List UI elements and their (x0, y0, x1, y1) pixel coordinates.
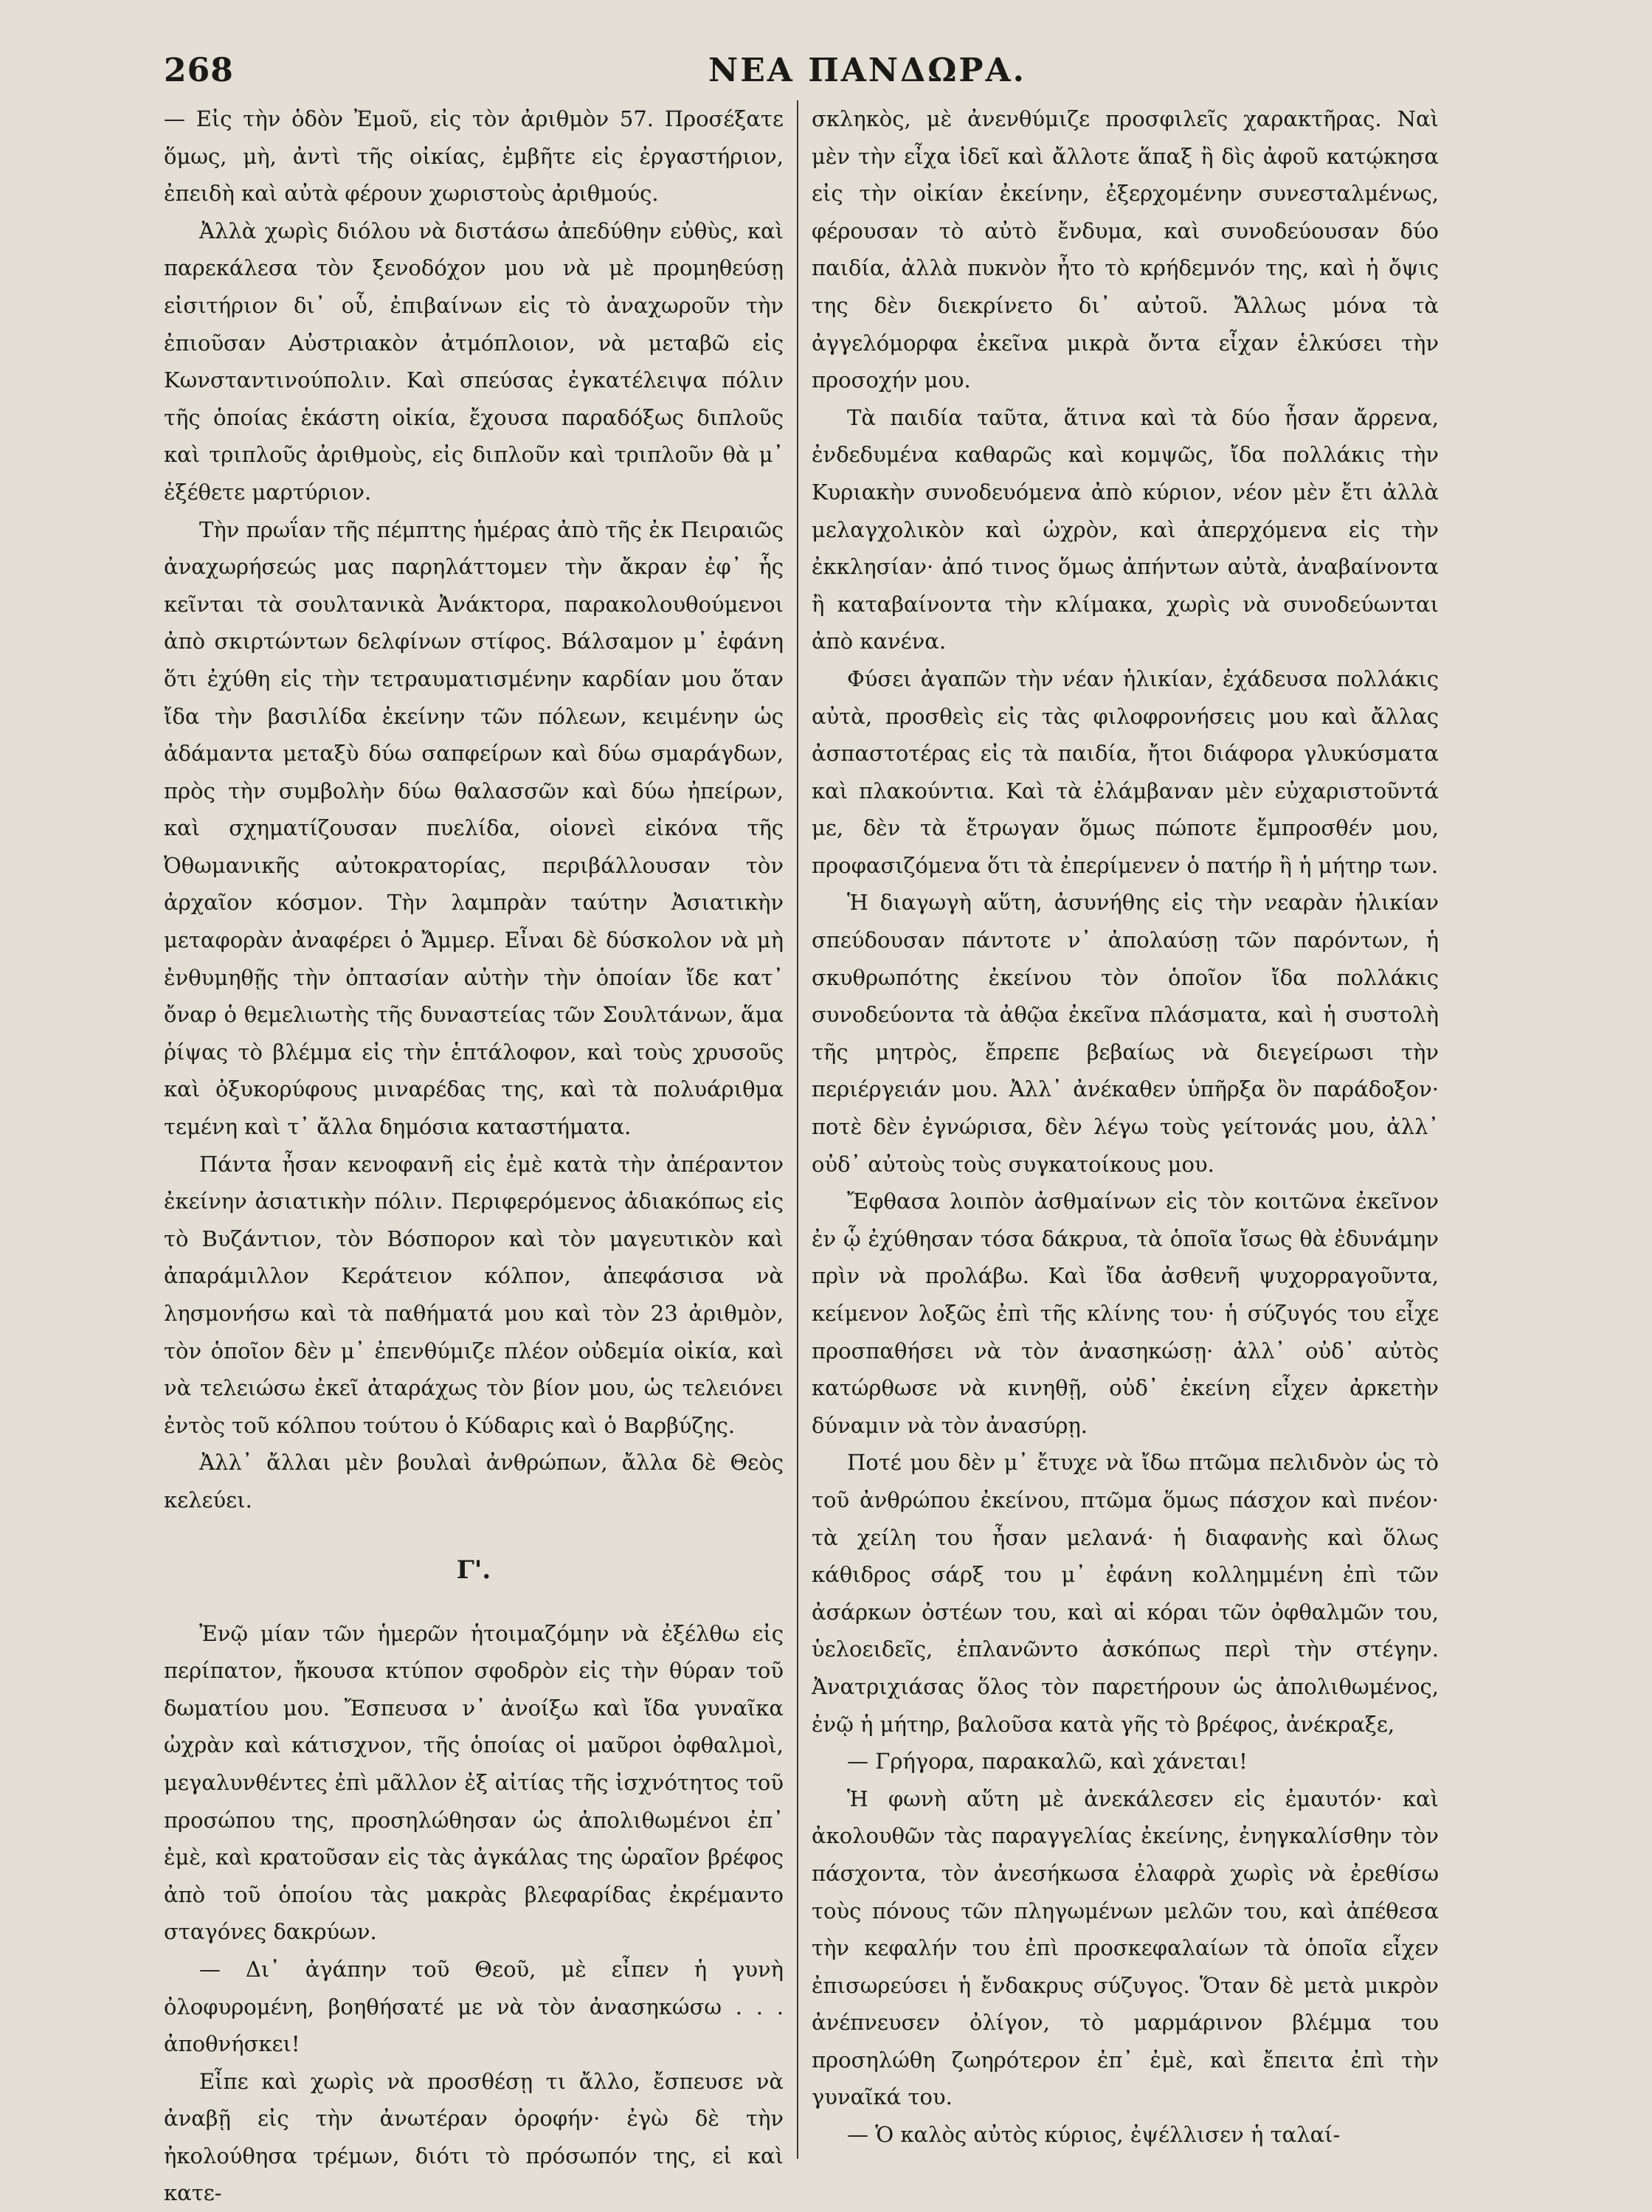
paragraph: Ἔφθασα λοιπὸν ἀσθμαίνων εἰς τὸν κοιτῶνα ἐκεῖνον ἐν ᾧ ἐχύθησαν τόσα δάκρυα, τὰ ὁποῖα ἴσως θὰ ἐδυνάμην πρὶν νὰ προλάβω. Καὶ ἴδα ἀσθενῆ ψυχορραγοῦντα, κείμενον λοξῶς ἐπὶ τῆς κλίνης του· ἡ σύζυγός του εἶχε προσπαθήσει νὰ τὸν ἀνασηκώσῃ· ἀλλ᾽ οὐδ᾽ αὐτὸς κατώρθωσε νὰ κινηθῇ, οὐδ᾽ ἐκείνη εἶχεν ἀρκετὴν δύναμιν νὰ τὸν ἀνασύρῃ. (812, 1189, 1439, 1438)
paragraph: Ἡ διαγωγὴ αὕτη, ἀσυνήθης εἰς τὴν νεαρὰν ἡλικίαν σπεύδουσαν πάντοτε ν᾽ ἀπολαύσῃ τῶν παρόντων, ἡ σκυθρωπότης ἐκείνου τὸν ὁποῖον ἴδα πολλάκις συνοδεύοντα τὰ ἀθῷα ἐκεῖνα πλάσματα, καὶ ἡ συστολὴ τῆς μητρὸς, ἔπρεπε βεβαίως νὰ διεγείρωσι τὴν περιέργειάν μου. Ἀλλ᾽ ἀνέκαθεν ὑπῆρξα ὂν παράδοξον· ποτὲ δὲν ἐγνώρισα, δὲν λέγω τοὺς γείτονάς μου, ἀλλ᾽ οὐδ᾽ αὐτοὺς τοὺς συγκατοίκους μου. (812, 890, 1439, 1177)
paragraph: Ἡ φωνὴ αὕτη μὲ ἀνεκάλεσεν εἰς ἐμαυτόν· καὶ ἀκολουθῶν τὰς παραγγελίας ἐκείνης, ἐνηγκαλίσθην τὸν πάσχοντα, τὸν ἀνεσήκωσα ἐλαφρὰ χωρὶς νὰ ἐρεθίσω τοὺς πόνους τῶν πληγωμένων μελῶν του, καὶ ἀπέθεσα τὴν κεφαλήν του ἐπὶ προσκεφαλαίων τὰ ὁποῖα εἶχεν ἐπισωρεύσει ἡ ἔνδακρυς σύζυγος. Ὅταν δὲ μετὰ μικρὸν ἀνέπνευσεν ὀλίγον, τὸ μαρμάρινον βλέμμα του προσηλώθη ζωηρότερον ἐπ᾽ ἐμὲ, καὶ ἔπειτα ἐπὶ τὴν γυναῖκά του. (812, 1786, 1439, 2110)
left-column (164, 100, 784, 2206)
page-number: 268 (164, 52, 234, 89)
paragraph: — Ὁ καλὸς αὐτὸς κύριος, ἐψέλλισεν ἡ ταλαί- (847, 2122, 1341, 2148)
page-header (0, 44, 1652, 96)
paragraph: Ἐνῷ μίαν τῶν ἡμερῶν ἡτοιμαζόμην νὰ ἐξέλθω εἰς περίπατον, ἤκουσα κτύπον σφοδρὸν εἰς τὴν θύραν τοῦ δωματίου μου. Ἔσπευσα ν᾽ ἀνοίξω καὶ ἴδα γυναῖκα ὠχρὰν καὶ κάτισχνον, τῆς ὁποίας οἱ μαῦροι ὀφθαλμοὶ, μεγαλυνθέντες ἐπὶ μᾶλλον ἐξ αἰτίας τῆς ἰσχνότητος τοῦ προσώπου της, προσηλώθησαν ὡς ἀπολιθωμένοι ἐπ᾽ ἐμὲ, καὶ κρατοῦσαν εἰς τὰς ἀγκάλας της ὡραῖον βρέφος ἀπὸ τοῦ ὁποίου τὰς μακρὰς βλεφαρίδας ἐκρέμαντο σταγόνες δακρύων. (164, 1620, 784, 1945)
section-heading: Γ'. (456, 1555, 491, 1585)
column-divider (797, 100, 798, 2159)
paragraph: Εἶπε καὶ χωρὶς νὰ προσθέσῃ τι ἄλλο, ἔσπευσε νὰ ἀναβῇ εἰς τὴν ἀνωτέραν ὀροφήν· ἐγὼ δὲ τὴν ἠκολούθησα τρέμων, διότι τὸ πρόσωπόν της, εἰ καὶ κατε- (164, 2068, 784, 2206)
paragraph: — Γρήγορα, παρακαλῶ, καὶ χάνεται! (847, 1749, 1248, 1774)
paragraph: Ἀλλὰ χωρὶς διόλου νὰ διστάσω ἀπεδύθην εὐθὺς, καὶ παρεκάλεσα τὸν ξενοδόχον μου νὰ μὲ προμηθεύσῃ εἰσιτήριον δι᾽ οὗ, ἐπιβαίνων εἰς τὸ ἀναχωροῦν τὴν ἐπιοῦσαν Αὐστριακὸν ἀτμόπλοιον, νὰ μεταβῶ εἰς Κωνσταντινούπολιν. Καὶ σπεύσας ἐγκατέλειψα πόλιν τῆς ὁποίας ἑκάστη οἰκία, ἔχουσα παραδόξως διπλοῦς καὶ τριπλοῦς ἀριθμοὺς, εἰς διπλοῦν καὶ τριπλοῦν θὰ μ᾽ ἐξέθετε μαρτύριον. (164, 218, 784, 505)
paragraph: Φύσει ἀγαπῶν τὴν νέαν ἡλικίαν, ἐχάδευσα πολλάκις αὐτὰ, προσθεὶς εἰς τὰς φιλοφρονήσεις μου καὶ ἄλλας ἀσπαστοτέρας εἰς τὰ παιδία, ἤτοι διάφορα γλυκύσματα καὶ πλακούντια. Καὶ τὰ ἐλάμβαναν μὲν εὐχαριστοῦντά με, δὲν τὰ ἔτρωγαν ὅμως πώποτε ἔμπροσθέν μου, προφασιζόμενα ὅτι τὰ ἐπερίμενεν ὁ πατήρ ἢ ἡ μήτηρ των. (812, 666, 1439, 878)
paragraph: — Εἰς τὴν ὁδὸν Ἐμοῦ, εἰς τὸν ἀριθμὸν 57. Προσέξατε ὅμως, μὴ, ἀντὶ τῆς οἰκίας, ἐμβῆτε εἰς ἐργαστήριον, ἐπειδὴ καὶ αὐτὰ φέρουν χωριστοὺς ἀριθμούς. (164, 106, 784, 207)
paragraph: σκληκὸς, μὲ ἀνενθύμιζε προσφιλεῖς χαρακτῆρας. Ναὶ μὲν τὴν εἶχα ἰδεῖ καὶ ἄλλοτε ἅπαξ ἢ δὶς ἀφοῦ κατῴκησα εἰς τὴν οἰκίαν ἐκείνην, ἐξερχομένην συνεσταλμένως, φέρουσαν τὸ αὐτὸ ἔνδυμα, καὶ συνοδεύουσαν δύο παιδία, ἀλλὰ πυκνὸν ἦτο τὸ κρήδεμνόν της, καὶ ἡ ὄψις της δὲν διεκρίνετο δι᾽ αὐτοῦ. Ἄλλως μόνα τὰ ἀγγελόμορφα ἐκεῖνα μικρὰ ὄντα εἶχαν ἑλκύσει τὴν προσοχήν μου. (812, 106, 1439, 393)
paragraph: Ποτέ μου δὲν μ᾽ ἔτυχε νὰ ἴδω πτῶμα πελιδνὸν ὡς τὸ τοῦ ἀνθρώπου ἐκείνου, πτῶμα ὅμως πάσχον καὶ πνέον· τὰ χείλη του ἦσαν μελανά· ἡ διαφανὴς καὶ ὅλως κάθιδρος σάρξ του μ᾽ ἐφάνη κολλημμένη ἐπὶ τῶν ἀσάρκων ὀστέων του, καὶ αἱ κόραι τῶν ὀφθαλμῶν του, ὑελοειδεῖς, ἐπλανῶντο ἀσκόπως περὶ τὴν στέγην. Ἀνατριχιάσας ὅλος τὸν παρετήρουν ὡς ἀπολιθωμένος, ἐνῷ ἡ μήτηρ, βαλοῦσα κατὰ γῆς τὸ βρέφος, ἀνέκραξε, (812, 1450, 1439, 1737)
right-column (812, 100, 1439, 2159)
paragraph: Πάντα ἦσαν κενοφανῆ εἰς ἐμὲ κατὰ τὴν ἀπέραντον ἐκείνην ἀσιατικὴν πόλιν. Περιφερόμενος ἀδιακόπως εἰς τὸ Βυζάντιον, τὸν Βόσπορον καὶ τὸν μαγευτικὸν καὶ ἀπαράμιλλον Κεράτειον κόλπον, ἀπεφάσισα νὰ λησμονήσω καὶ τὰ παθήματά μου καὶ τὸν 23 ἀριθμὸν, τὸν ὁποῖον δὲν μ᾽ ἐπενθύμιζε πλέον οὐδεμία οἰκία, καὶ νὰ τελειώσω ἐκεῖ ἀταράχως τὸν βίον μου, ὡς τελειόνει ἐντὸς τοῦ κόλπου τούτου ὁ Κύδαρις καὶ ὁ Βαρβύζης. (164, 1151, 784, 1438)
paragraph: Τὰ παιδία ταῦτα, ἅτινα καὶ τὰ δύο ἦσαν ἄρρενα, ἐνδεδυμένα καθαρῶς καὶ κομψῶς, ἴδα πολλάκις τὴν Κυριακὴν συνοδευόμενα ἀπὸ κύριον, νέον μὲν ἔτι ἀλλὰ μελαγχολικὸν καὶ ὠχρὸν, καὶ ἀπερχόμενα εἰς τὴν ἐκκλησίαν· ἀπό τινος ὅμως ἀπήντων αὐτὰ, ἀναβαίνοντα ἢ καταβαίνοντα τὴν κλίμακα, χωρὶς νὰ συνοδεύωνται ἀπὸ κανένα. (812, 404, 1439, 654)
running-head-title: ΝΕΑ ΠΑΝΔΩΡΑ. (708, 52, 1026, 89)
paragraph: Τὴν πρωΐαν τῆς πέμπτης ἡμέρας ἀπὸ τῆς ἐκ Πειραιῶς ἀναχωρήσεώς μας παρηλάττομεν τὴν ἄκραν ἐφ᾽ ἧς κεῖνται τὰ σουλτανικὰ Ἀνάκτορα, παρακολουθούμενοι ἀπὸ σκιρτώντων δελφίνων στίφος. Βάλσαμον μ᾽ ἐφάνη ὅτι ἐχύθη εἰς τὴν τετραυματισμένην καρδίαν μου ὅταν ἴδα τὴν βασιλίδα ἐκείνην τῶν πόλεων, κειμένην ὡς ἀδάμαντα μεταξὺ δύω σαπφείρων καὶ δύω σμαράγδων, πρὸς τὴν συμβολὴν δύω θαλασσῶν καὶ δύω ἠπείρων, καὶ σχηματίζουσαν πυελίδα, οἱονεὶ εἰκόνα τῆς Ὀθωμανικῆς αὐτοκρατορίας, περιβάλλουσαν τὸν ἀρχαῖον κόσμον. Τὴν λαμπρὰν ταύτην Ἀσιατικὴν μεταφορὰν ἀναφέρει ὁ Ἄμμερ. Εἶναι δὲ δύσκολον νὰ μὴ ἐνθυμηθῇς τὴν ὀπτασίαν αὐτὴν τὴν ὁποίαν ἴδε κατ᾽ ὄναρ ὁ θεμελιωτὴς τῆς δυναστείας τῶν Σουλτάνων, ἅμα ῥίψας τὸ βλέμμα εἰς τὴν ἑπτάλοφον, καὶ τοὺς χρυσοῦς καὶ ὀξυκορύφους μιναρέδας της, καὶ τὰ πολυάριθμα τεμένη καὶ τ᾽ ἄλλα δημόσια καταστήματα. (164, 516, 784, 1140)
paragraph: — Δι᾽ ἀγάπην τοῦ Θεοῦ, μὲ εἶπεν ἡ γυνὴ ὀλοφυρομένη, βοηθήσατέ με νὰ τὸν ἀνασηκώσω . . . ἀποθνήσκει! (164, 1956, 784, 2057)
paragraph: Ἀλλ᾽ ἄλλαι μὲν βουλαὶ ἀνθρώπων, ἄλλα δὲ Θεὸς κελεύει. (164, 1450, 784, 1513)
